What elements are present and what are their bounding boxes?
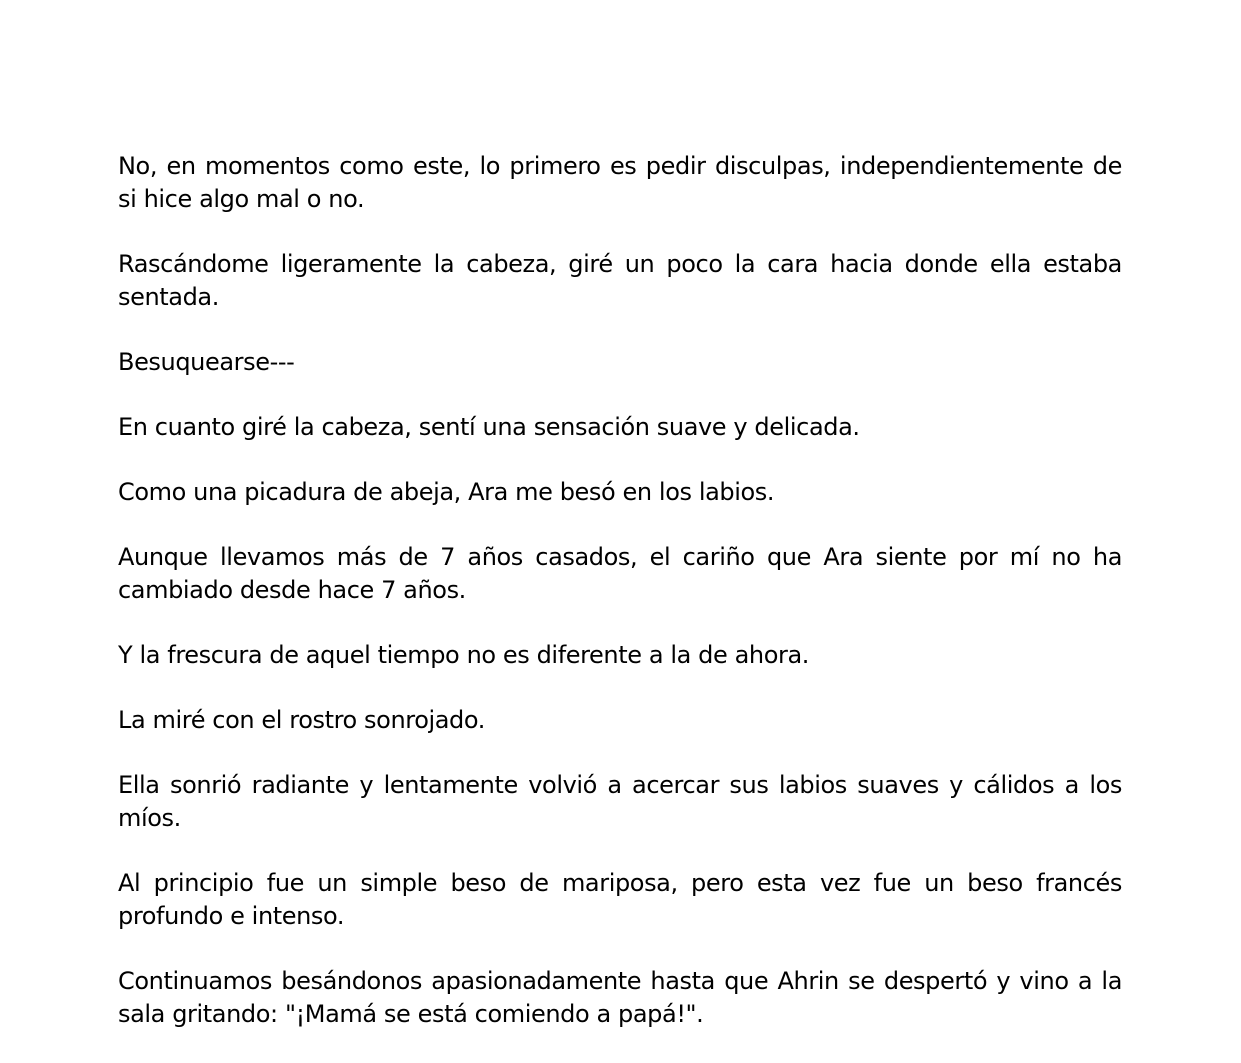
paragraph: Besuquearse---: [118, 348, 295, 376]
paragraph: La miré con el rostro sonrojado.: [118, 706, 485, 734]
paragraph: Ella sonrió radiante y lentamente volvió a acercar sus labios suaves y cálidos a los míos.: [118, 771, 1122, 832]
paragraph: Aunque llevamos más de 7 años casados, el cariño que Ara siente por mí no ha cambiado desde hace 7 años.: [118, 543, 1122, 604]
paragraph: En cuanto giré la cabeza, sentí una sensación suave y delicada.: [118, 413, 860, 441]
paragraph: No, en momentos como este, lo primero es pedir disculpas, independientemente de si hice algo mal o no.: [118, 152, 1122, 213]
paragraph: Y la frescura de aquel tiempo no es diferente a la de ahora.: [118, 641, 810, 669]
paragraph: Continuamos besándonos apasionadamente hasta que Ahrin se despertó y vino a la sala gritando: "¡Mamá se está comiendo a papá!".: [118, 967, 1122, 1028]
paragraph: Al principio fue un simple beso de mariposa, pero esta vez fue un beso francés profundo e intenso.: [118, 869, 1122, 930]
document-page: [118, 150, 1122, 1063]
paragraph: Como una picadura de abeja, Ara me besó en los labios.: [118, 478, 775, 506]
paragraph: Rascándome ligeramente la cabeza, giré un poco la cara hacia donde ella estaba sentada.: [118, 250, 1122, 311]
